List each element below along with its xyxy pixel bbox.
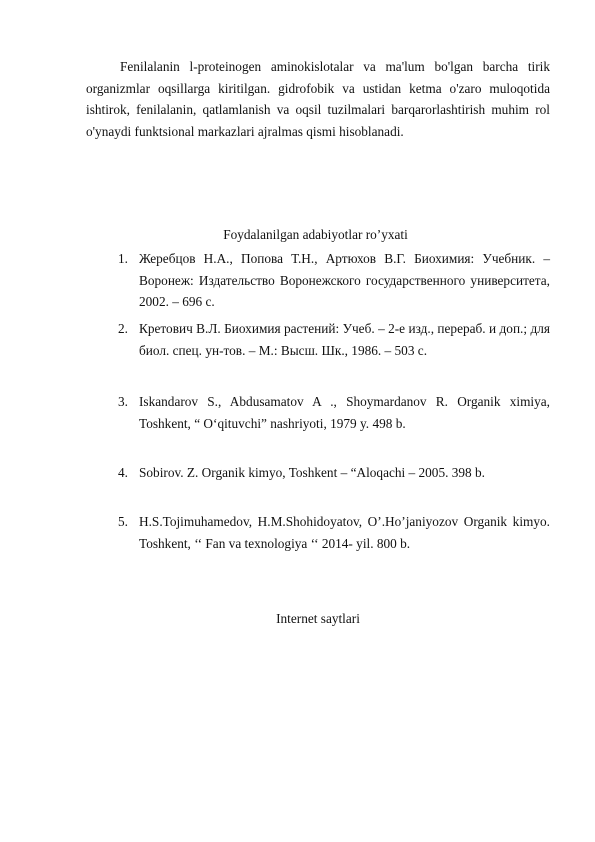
reference-number: 2. [118,321,128,336]
reference-text: Sobirov. Z. Organik kimyo, Toshkent – “Aloqachi – 2005. 398 b. [139,465,485,480]
reference-number: 5. [118,514,128,529]
reference-number: 3. [118,394,128,409]
reference-item [118,318,550,361]
reference-text: Жеребцов Н.А., Попова Т.Н., Артюхов В.Г. Биохимия: Учебник. – Воронеж: Издательство Воронежского государственного университета, 2002. – 696 с. [139,251,550,309]
reference-item [118,248,550,313]
references-heading: Foydalanilgan adabiyotlar ro’yxati [223,227,408,242]
reference-number: 4. [118,465,128,480]
reference-item [118,391,550,434]
reference-item [118,511,550,554]
reference-number: 1. [118,251,128,266]
intro-paragraph: Fenilalanin l-proteinogen aminokislotalar va ma'lum bo'lgan barcha tirik organizmlar oqsillarga kiritilgan. gidrofobik va ustidan ketma o'zaro muloqotida ishtirok, fenilalanin, qatlamlanish va oqsil tuzilmalari barqarorlashtirish muhim rol o'ynaydi funktsional markazlari ajralmas qismi hisoblanadi. [86,59,550,139]
reference-text: Iskandarov S., Abdusamatov A ., Shoymardanov R. Organik ximiya, Toshkent, “ O‘qituvchi” nashriyoti, 1979 y. 498 b. [139,394,550,431]
reference-text: Кретович В.Л. Биохимия растений: Учеб. – 2-е изд., перераб. и доп.; для биол. спец. ун-тов. – М.: Высш. Шк., 1986. – 503 с. [139,321,550,358]
reference-item [118,462,550,484]
reference-text: H.S.Tojimuhamedov, H.M.Shohidoyatov, O’.Ho’janiyozov Organik kimyo. Toshkent, ‘‘ Fan va texnologiya ‘‘ 2014- yil. 800 b. [139,514,550,551]
internet-sites-heading: Internet saytlari [276,611,360,626]
